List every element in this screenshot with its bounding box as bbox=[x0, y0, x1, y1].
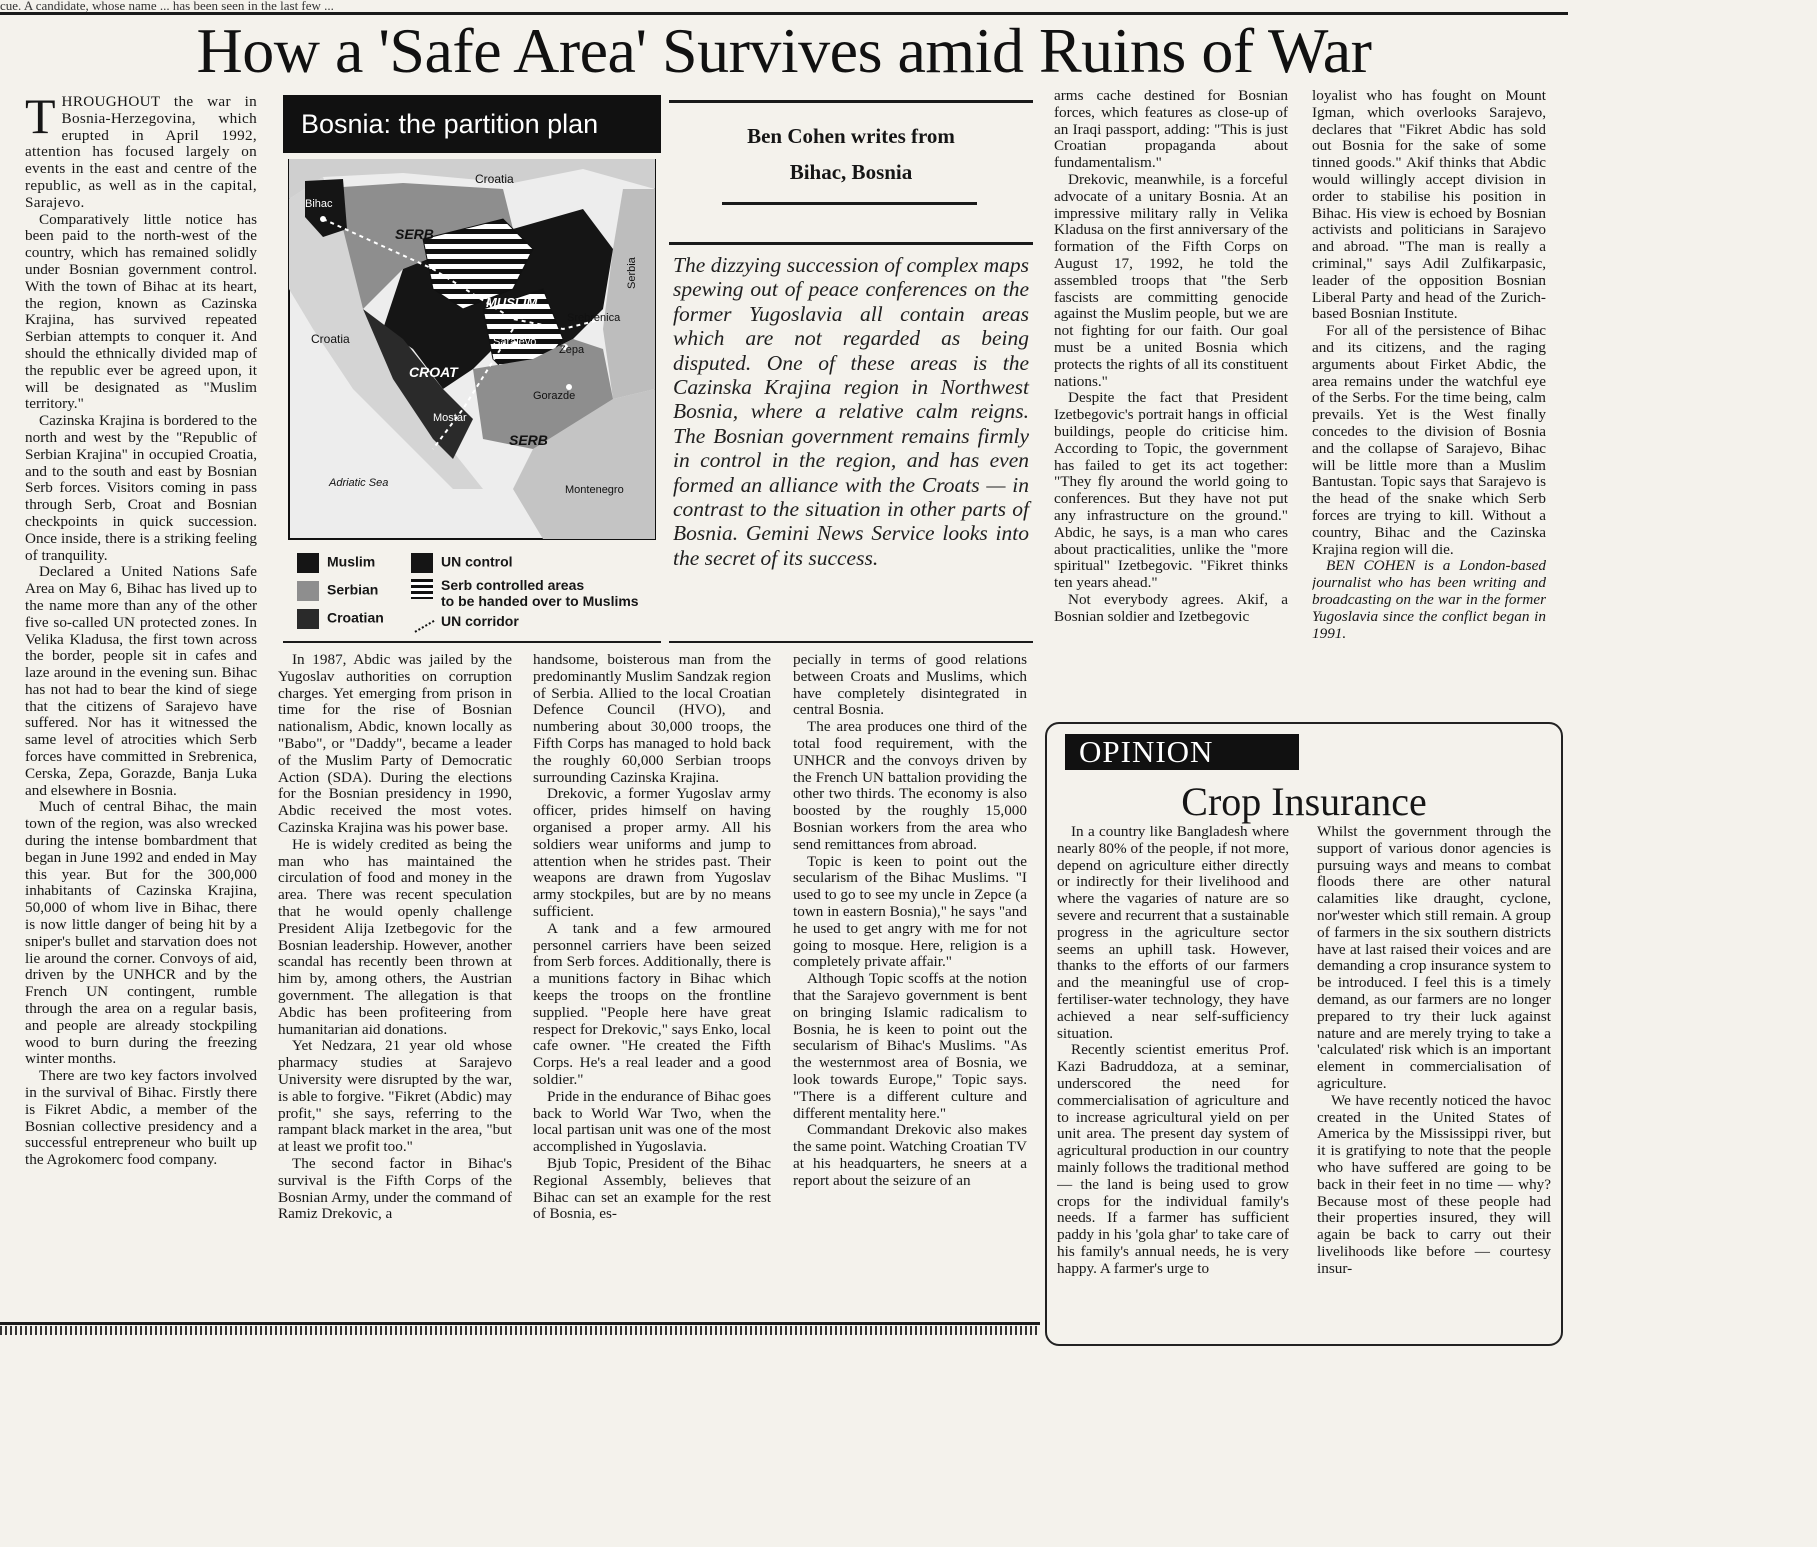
paragraph: HROUGHOUT the war in Bosnia-Herzegovina, which erupted in April 1992, attention has focused largely on events in the east and centre of the republic, as well as in the capital, Sarajevo. bbox=[25, 94, 257, 211]
legend-swatch bbox=[411, 553, 433, 573]
paragraph: loyalist who has fought on Mount Igman, which overlooks Sarajevo, declares that "Fikret Abdic has sold out Bosnia for the sake of some tinned goods." Akif thinks that Abdic would willingly accept division in order to stabilise his position in Bihac. His view is echoed by Bosnian activists and politicians in Sarajevo and abroad. "The man is really a criminal," says Adil Zulfikarpasic, leader of the opposition Bosnian Liberal Party and head of the Zurich-based Bosnian Institute. bbox=[1312, 88, 1546, 323]
paragraph: Recently scientist emeritus Prof. Kazi Badruddoza, at a seminar, underscored the need for commercialisation of agriculture and to increase agricultural yield on per unit area. The present day system of agricultural production in our country mainly follows the traditional method — the land is being used to grow crops for the individual family's needs. If a farmer has sufficient paddy in his 'gola ghar' to take care of his family's annual needs, he is very happy. A farmer's urge to bbox=[1057, 1041, 1289, 1277]
map-label: Sarajevo bbox=[493, 336, 537, 348]
legend-label: Croatian bbox=[327, 609, 384, 626]
map-label: Zepa bbox=[559, 344, 585, 356]
legend-swatch bbox=[297, 581, 319, 601]
byline bbox=[669, 118, 1033, 190]
paragraph: Much of central Bihac, the main town of the region, was also wrecked during the intense bombardment that began in June 1992 and ended in May this year. But for the 300,000 inhabitants of Cazinska Krajina, 50,000 of whom live in Bihac, there is now little danger of being hit by a sniper's bullet and starvation does not lie around the corner. Convoys of aid, driven by the UNHCR and by the French UN contingent, rumble through the area on a regular basis, and people are already stockpiling wood to burn during the freezing winter months. bbox=[25, 798, 257, 1068]
paragraph: The second factor in Bihac's survival is the Fifth Corps of the Bosnian Army, under the command of Ramiz Drekovic, a bbox=[278, 1154, 512, 1223]
article-column-4 bbox=[793, 652, 1027, 1320]
paragraph: Not everybody agrees. Akif, a Bosnian soldier and Izetbegovic bbox=[1054, 590, 1288, 625]
opinion-column-left bbox=[1057, 824, 1289, 1324]
map-label: Montenegro bbox=[565, 484, 624, 496]
paragraph: Pride in the endurance of Bihac goes back to World War Two, when the local partisan unit was one of the most accomplished in Yugoslavia. bbox=[533, 1087, 771, 1156]
legend-serbian bbox=[297, 581, 378, 601]
paragraph: Cazinska Krajina is bordered to the north and west by the "Republic of Serbian Krajina" in occupied Croatia, and to the south and east by Bosnian Serb forces. Visitors coming in pass through Serb, Croat and Bosnian checkpoints in quick succession. Once inside, there is a striking feeling of tranquility. bbox=[25, 412, 257, 564]
legend-serb-areas bbox=[411, 577, 639, 609]
map-bottom-rule bbox=[283, 641, 661, 643]
paragraph: He is widely credited as being the man who has maintained the circulation of food and money in the area. There was recent speculation that he would openly challenge President Alija Izetbegovic for the Bosnian leadership. However, another scandal has recently been thrown at him by, among others, the Austrian government. The allegation is that Abdic has been profiteering from humanitarian aid donations. bbox=[278, 835, 512, 1038]
paragraph: pecially in terms of good relations between Croats and Muslims, which have completely disintegrated in central Bosnia. bbox=[793, 652, 1027, 719]
map-label: Serbia bbox=[626, 257, 638, 289]
article-column-6 bbox=[1312, 88, 1546, 713]
legend-swatch bbox=[409, 612, 434, 633]
opinion-title: Crop Insurance bbox=[1181, 779, 1427, 824]
legend-swatch bbox=[411, 579, 433, 599]
legend-label: Serb controlled areas bbox=[441, 577, 585, 593]
map-label: Croatia bbox=[311, 332, 350, 346]
legend-label: UN control bbox=[441, 553, 513, 570]
paragraph: Whilst the government through the support of various donor agencies is pursuing ways and means to combat floods there are other natural calamities like draught, cyclone, nor'wester which still remain. A group of farmers in the six southern districts have at last raised their voices and are demanding a crop insurance system to be introduced. I feel this is a timely demand, as our farmers are no longer prepared to try their luck against nature and are merely trying to take a 'calculated' risk which is an important element in commercialisation of agriculture. bbox=[1317, 824, 1551, 1092]
paragraph: Yet Nedzara, 21 year old whose pharmacy studies at Sarajevo University were disrupted by the war, is able to forgive. "Fikret (Abdic) may profit," she says, referring to the rampant black market in the area, "but at least we profit too." bbox=[278, 1037, 512, 1156]
legend-swatch bbox=[297, 609, 319, 629]
byline-writer: Ben Cohen writes from bbox=[747, 124, 955, 148]
paragraph: Declared a United Nations Safe Area on May 6, Bihac has lived up to the name more than any of the other five so-called UN protected zones. In Velika Kladusa, the first town across the border, people sit in cafes and laze around in the evening sun. Bihac has not had to bear the kind of siege that the citizens of Sarajevo have suffered. Nor has it witnessed the same level of atrocities which Serb forces have committed in Srebrenica, Cerska, Zepa, Gorazde, Banja Luka and elsewhere in Bosnia. bbox=[25, 563, 257, 799]
city-marker bbox=[320, 216, 326, 222]
paragraph: For all of the persistence of Bihac and its citizens, and the raging arguments about Firket Abdic, the area remains under the watchful eye of the Serbs. For the time being, calm prevails. Yet is the West finally concedes to the division of Bosnia and the collapse of Sarajevo, Bihac will be little more than a Muslim Bantustan. Topic says that Sarajevo is the head of the snake which Serb forces are trying to kill. Without a country, Bihac and the Cazinska Krajina region will die. bbox=[1312, 322, 1546, 558]
paragraph: Comparatively little notice has been paid to the north-west of the country, which has remained solidly under Bosnian government control. With the town of Bihac at its heart, the region, known as Cazinska Krajina, has survived repeated Serbian attempts to conquer it. And should the ethnically divided map of the republic ever be agreed upon, it will be designated as "Muslim territory." bbox=[25, 210, 257, 413]
article-column-2 bbox=[278, 652, 512, 1320]
map-label: MUSLIM bbox=[486, 295, 538, 310]
map-title: Bosnia: the partition plan bbox=[283, 95, 661, 153]
opinion-tag: OPINION bbox=[1065, 734, 1299, 770]
bosnia-map bbox=[283, 159, 661, 549]
article-column-5 bbox=[1054, 88, 1288, 713]
map-label: SERB bbox=[395, 226, 434, 242]
legend-muslim bbox=[297, 553, 375, 573]
article-column-3 bbox=[533, 652, 771, 1320]
byline-top-rule bbox=[669, 100, 1033, 103]
legend-swatch bbox=[297, 553, 319, 573]
map-label: Gorazde bbox=[533, 390, 576, 402]
pullquote-bottom-rule bbox=[669, 641, 1033, 643]
paragraph: Bjub Topic, President of the Bihac Regional Assembly, believes that Bihac can set an example for the rest of Bosnia, es- bbox=[533, 1154, 771, 1223]
paragraph: handsome, boisterous man from the predominantly Muslim Sandzak region of Serbia. Allied to the local Croatian Defence Council (HVO), and numbering about 30,000 troops, the Fifth Corps has managed to hold back the roughly 60,000 Serbian troops surrounding Cazinska Krajina. bbox=[533, 652, 771, 786]
previous-article-cut-text: cue. A candidate, whose name ... has been seen in the last few ... bbox=[0, 0, 334, 12]
paragraph: arms cache destined for Bosnian forces, which features as close-up of an Iraqi passport, adding: "This is just Croatian propaganda about fundamentalism." bbox=[1054, 88, 1288, 172]
article-column-1 bbox=[25, 94, 257, 1319]
headline: How a 'Safe Area' Survives amid Ruins of War bbox=[196, 15, 1372, 86]
map-label: Adriatic Sea bbox=[329, 477, 389, 489]
paragraph: We have recently noticed the havoc created in the United States of America by the Mississippi river, but it is gratifying to note that the people who have suffered are going to be back in their feet in no time — why? Because most of these people had their properties insured, they will again be back to carry out their livelihoods like before — courtesy insur- bbox=[1317, 1091, 1551, 1277]
map-label: SERB bbox=[509, 432, 548, 448]
paragraph: Topic is keen to point out the secularism of the Bihac Muslims. "I used to go to see my uncle in Zepce (a town in eastern Bosnia)," he says "and he used to get angry with me for not going to mosque. Here, religion is a completely private affair." bbox=[793, 852, 1027, 971]
paragraph: In 1987, Abdic was jailed by the Yugoslav authorities on corruption charges. Yet emerging from prison in time for the rise of Bosnian nationalism, Abdic, known locally as "Babo", or "Daddy", became a leader of the Muslim Party of Democratic Action (SDA). During the elections for the Bosnian presidency in 1990, Abdic received the most votes. Cazinska Krajina was his power base. bbox=[278, 652, 512, 836]
drop-cap: T bbox=[25, 94, 56, 144]
paragraph: Despite the fact that President Izetbegovic's portrait hangs in official buildings, people do criticise him. According to Topic, the government has failed to get its act together: "They fly around the world going to conferences. But they have not put any infrastructure on the ground." Abdic, he says, is a man who cares about practicalities, unlike the "more spiritual" Izetbegovic. "Fikret thinks ten years ahead." bbox=[1054, 389, 1288, 592]
bottom-hatch bbox=[0, 1326, 1040, 1335]
opinion-column-right bbox=[1317, 824, 1551, 1324]
paragraph: Although Topic scoffs at the notion that the Sarajevo government is bent on bringing Islamic radicalism to Bosnia, he is keen to point out the secularism of Bihac's Muslims. "As the westernmost area of Bosnia, we look towards Europe," Topic says. "There is a different culture and different mentality here." bbox=[793, 970, 1027, 1122]
map-label: Mostar bbox=[433, 412, 467, 424]
partition-map-graphic bbox=[283, 95, 661, 640]
legend-label: UN corridor bbox=[441, 613, 519, 629]
map-label: Bihac bbox=[305, 198, 333, 210]
paragraph: Commandant Drekovic also makes the same point. Watching Croatian TV at his headquarters, he sneers at a report about the seizure of an bbox=[793, 1121, 1027, 1189]
paragraph: Drekovic, a former Yugoslav army officer, prides himself on having organised a proper army. All his soldiers wear uniforms and jump to attention when he strides past. Their weapons are drawn from Yugoslav army stockpiles, but are by no means sufficient. bbox=[533, 785, 771, 920]
legend-label: to be handed over to Muslims bbox=[441, 593, 639, 609]
byline-short-rule bbox=[722, 202, 977, 205]
paragraph: In a country like Bangladesh where nearly 80% of the people, if not more, depend on agriculture either directly or indirectly for their livelihood and where the vagaries of nature are so severe and recurrent that a sustainable progress in the agriculture sector seems an uphill task. However, thanks to the efforts of our farmers and the meaningful use of crop-fertiliser-water technology, they have achieved a near self-sufficiency situation. bbox=[1057, 824, 1289, 1042]
pullquote-top-rule bbox=[669, 242, 1033, 245]
map-label: Croatia bbox=[475, 172, 514, 186]
legend-un-control bbox=[411, 553, 513, 573]
bottom-rule bbox=[0, 1322, 1040, 1325]
author-bio: BEN COHEN is a London-based journalist who has been writing and broadcasting on the war in the former Yugoslavia since the conflict began in 1991. bbox=[1312, 557, 1546, 642]
paragraph: The area produces one third of the total food requirement, with the UNHCR and the convoys driven by the French UN battalion providing the other two thirds. The economy is also boosted by the roughly 15,000 Bosnian workers from the area who send remittances from abroad. bbox=[793, 718, 1027, 853]
byline-place: Bihac, Bosnia bbox=[789, 160, 913, 184]
pullquote: The dizzying succession of complex maps spewing out of peace conferences on the former Yugoslavia all contain areas which are not regarded as being disputed. One of these areas is the Cazinska Krajina region in Northwest Bosnia, where a relative calm reigns. The Bosnian government remains firmly in control in the region, and has even formed an alliance with the Croats — in contrast to the situation in other parts of Bosnia. Gemini News Service looks into the secret of its success. bbox=[673, 253, 1029, 570]
legend-un-corridor bbox=[411, 613, 519, 629]
paragraph: A tank and a few armoured personnel carriers have been seized from Serb forces. Additionally, there is a munitions factory in Bihac which keeps the troops on the frontline supplied. "People here have great respect for Drekovic," says Enko, local cafe owner. "He created the Fifth Corps. He's a real leader and a good soldier." bbox=[533, 919, 771, 1088]
legend-label: Serbian bbox=[327, 581, 379, 598]
map-label: CROAT bbox=[409, 364, 458, 380]
legend-label: Muslim bbox=[327, 553, 376, 570]
paragraph: There are two key factors involved in the survival of Bihac. Firstly there is Fikret Abdic, a member of the Bosnian collective presidency and a successful entrepreneur who built up the Agrokomerc food company. bbox=[25, 1067, 257, 1169]
map-label: Srebrenica bbox=[567, 312, 621, 324]
opinion-box bbox=[1045, 722, 1563, 1346]
paragraph: Drekovic, meanwhile, is a forceful advocate of a unitary Bosnia. At an impressive military rally in Velika Kladusa on the first anniversary of the formation of the Fifth Corps on August 17, 1992, he told the assembled troops that "the Serb fascists are committing genocide against the Muslim people, but we are not fighting for our faith. Our goal must be a united Bosnia which protects the rights of all its constituent nations." bbox=[1054, 170, 1288, 390]
legend-croatian bbox=[297, 609, 384, 629]
